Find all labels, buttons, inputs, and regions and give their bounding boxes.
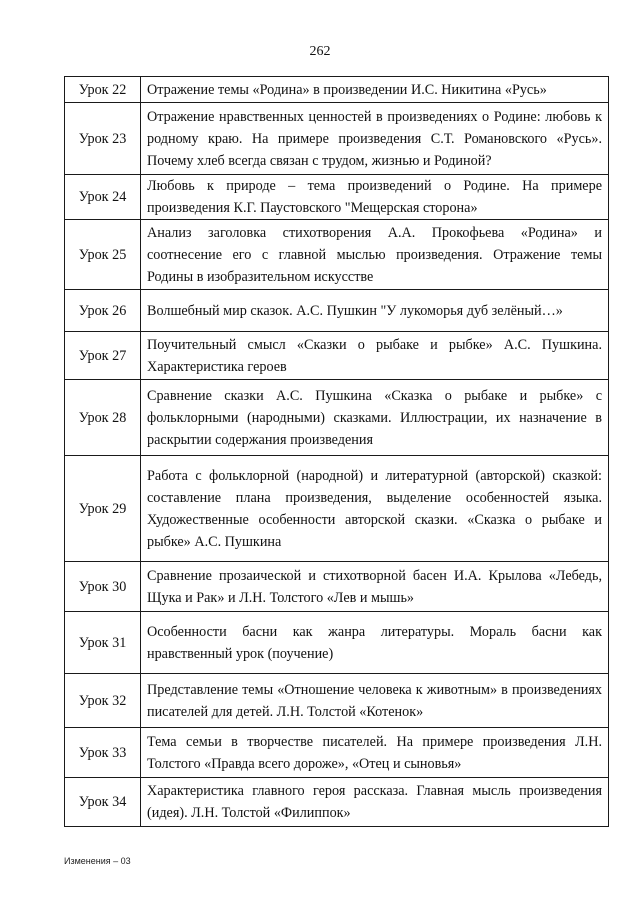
lesson-number: Урок 26 <box>65 290 141 332</box>
lesson-topic: Работа с фольклорной (народной) и литературной (авторской) сказкой: составление плана произведения, выделение особенностей языка. Художественные особенности авторской сказки. «Сказка о рыбаке и рыбке» А.С. Пушкина <box>141 456 609 562</box>
table-row <box>65 380 609 456</box>
lesson-number: Урок 28 <box>65 380 141 456</box>
lesson-topic: Сравнение сказки А.С. Пушкина «Сказка о рыбаке и рыбке» с фольклорными (народными) сказками. Иллюстрации, их назначение в раскрытии содержания произведения <box>141 380 609 456</box>
table-row <box>65 175 609 220</box>
table-row <box>65 728 609 778</box>
lesson-topic: Тема семьи в творчестве писателей. На примере произведения Л.Н. Толстого «Правда всего дороже», «Отец и сыновья» <box>141 728 609 778</box>
page-number: 262 <box>309 44 331 59</box>
lesson-topic: Представление темы «Отношение человека к животным» в произведениях писателей для детей. Л.Н. Толстой «Котенок» <box>141 674 609 728</box>
lesson-number: Урок 24 <box>65 175 141 220</box>
table-row <box>65 77 609 103</box>
lesson-number: Урок 29 <box>65 456 141 562</box>
table-row <box>65 778 609 827</box>
lesson-number: Урок 31 <box>65 612 141 674</box>
table-row <box>65 674 609 728</box>
table-row <box>65 332 609 380</box>
lesson-topic: Отражение темы «Родина» в произведении И.С. Никитина «Русь» <box>141 77 609 103</box>
lesson-topic: Волшебный мир сказок. А.С. Пушкин "У лукоморья дуб зелёный…» <box>141 290 609 332</box>
lesson-topic: Особенности басни как жанра литературы. Мораль басни как нравственный урок (поучение) <box>141 612 609 674</box>
lesson-topic: Сравнение прозаической и стихотворной басен И.А. Крылова «Лебедь, Щука и Рак» и Л.Н. Толстого «Лев и мышь» <box>141 562 609 612</box>
lesson-topic: Отражение нравственных ценностей в произведениях о Родине: любовь к родному краю. На примере произведения С.Т. Романовского «Русь». Почему хлеб всегда связан с трудом, жизнью и Родиной? <box>141 103 609 175</box>
lesson-topic: Анализ заголовка стихотворения А.А. Прокофьева «Родина» и соотнесение его с главной мыслью произведения. Отражение темы Родины в изобразительном искусстве <box>141 220 609 290</box>
lesson-number: Урок 23 <box>65 103 141 175</box>
lesson-number: Урок 34 <box>65 778 141 827</box>
table-row <box>65 290 609 332</box>
table-row <box>65 103 609 175</box>
table-row <box>65 456 609 562</box>
lesson-number: Урок 27 <box>65 332 141 380</box>
table-row <box>65 612 609 674</box>
lesson-number: Урок 30 <box>65 562 141 612</box>
lesson-number: Урок 33 <box>65 728 141 778</box>
lesson-number: Урок 32 <box>65 674 141 728</box>
lesson-topic: Поучительный смысл «Сказки о рыбаке и рыбке» А.С. Пушкина. Характеристика героев <box>141 332 609 380</box>
lesson-topic: Любовь к природе – тема произведений о Родине. На примере произведения К.Г. Паустовского "Мещерская сторона» <box>141 175 609 220</box>
lesson-topic: Характеристика главного героя рассказа. Главная мысль произведения (идея). Л.Н. Толстой «Филиппок» <box>141 778 609 827</box>
table-row <box>65 220 609 290</box>
revision-footer: Изменения – 03 <box>64 856 131 866</box>
lesson-number: Урок 22 <box>65 77 141 103</box>
lesson-number: Урок 25 <box>65 220 141 290</box>
table-row <box>65 562 609 612</box>
lesson-plan-table <box>64 76 609 827</box>
